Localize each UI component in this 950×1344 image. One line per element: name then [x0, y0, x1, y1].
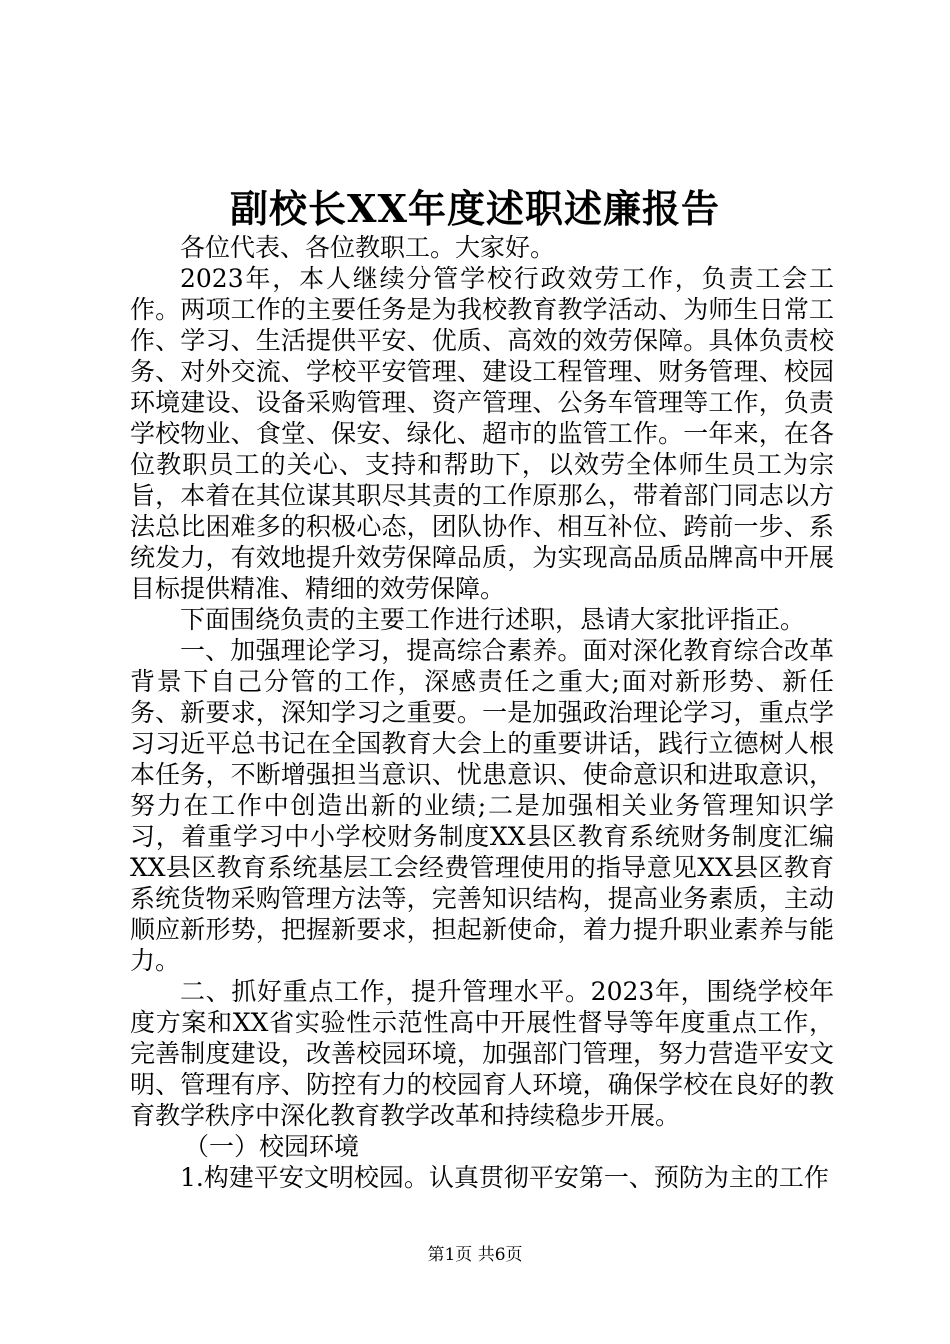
intro-paragraph: 下面围绕负责的主要工作进行述职，恳请大家批评指正。 — [180, 605, 806, 634]
document-title: 副校长XX年度述职述廉报告 — [230, 186, 720, 231]
subsection-item-paragraph: 1.构建平安文明校园。认真贯彻平安第一、预防为主的工作 — [180, 1163, 829, 1192]
document-body — [130, 232, 834, 1193]
section-one-paragraph: 一、加强理论学习，提高综合素养。面对深化教育综合改革背景下自己分管的工作，深感责任之重大;面对新形势、新任务、新要求，深知学习之重要。一是加强政治理论学习，重点学习习近平总书记在全国教育大会上的重要讲话，践行立德树人根本任务，不断增强担当意识、忧患意识、使命意识和进取意识，努力在工作中创造出新的业绩;二是加强相关业务管理知识学习，着重学习中小学校财务制度XX县区教育系统财务制度汇编XX县区教育系统基层工会经费管理使用的指导意见XX县区教育系统货物采购管理方法等，完善知识结构，提高业务素质，主动顺应新形势，把握新要求，担起新使命，着力提升职业素养与能力。 — [130, 636, 834, 975]
page-number-footer: 第1页 共6页 — [427, 1245, 523, 1265]
greeting-paragraph: 各位代表、各位教职工。大家好。 — [180, 233, 556, 262]
subsection-heading: （一）校园环境 — [184, 1132, 360, 1161]
overview-paragraph: 2023年，本人继续分管学校行政效劳工作，负责工会工作。两项工作的主要任务是为我校教育教学活动、为师生日常工作、学习、生活提供平安、优质、高效的效劳保障。具体负责校务、对外交流、学校平安管理、建设工程管理、财务管理、校园环境建设、设备采购管理、资产管理、公务车管理等工作，负责学校物业、食堂、保安、绿化、超市的监管工作。一年来，在各位教职员工的关心、支持和帮助下，以效劳全体师生员工为宗旨，本着在其位谋其职尽其责的工作原那么，带着部门同志以方法总比困难多的积极心态，团队协作、相互补位、跨前一步、系统发力，有效地提升效劳保障品质，为实现高品质品牌高中开展目标提供精准、精细的效劳保障。 — [130, 264, 834, 603]
section-two-paragraph: 二、抓好重点工作，提升管理水平。2023年，围绕学校年度方案和XX省实验性示范性高中开展性督导等年度重点工作，完善制度建设，改善校园环境，加强部门管理，努力营造平安文明、管理有序、防控有力的校园育人环境，确保学校在良好的教育教学秩序中深化教育教学改革和持续稳步开展。 — [130, 977, 834, 1130]
